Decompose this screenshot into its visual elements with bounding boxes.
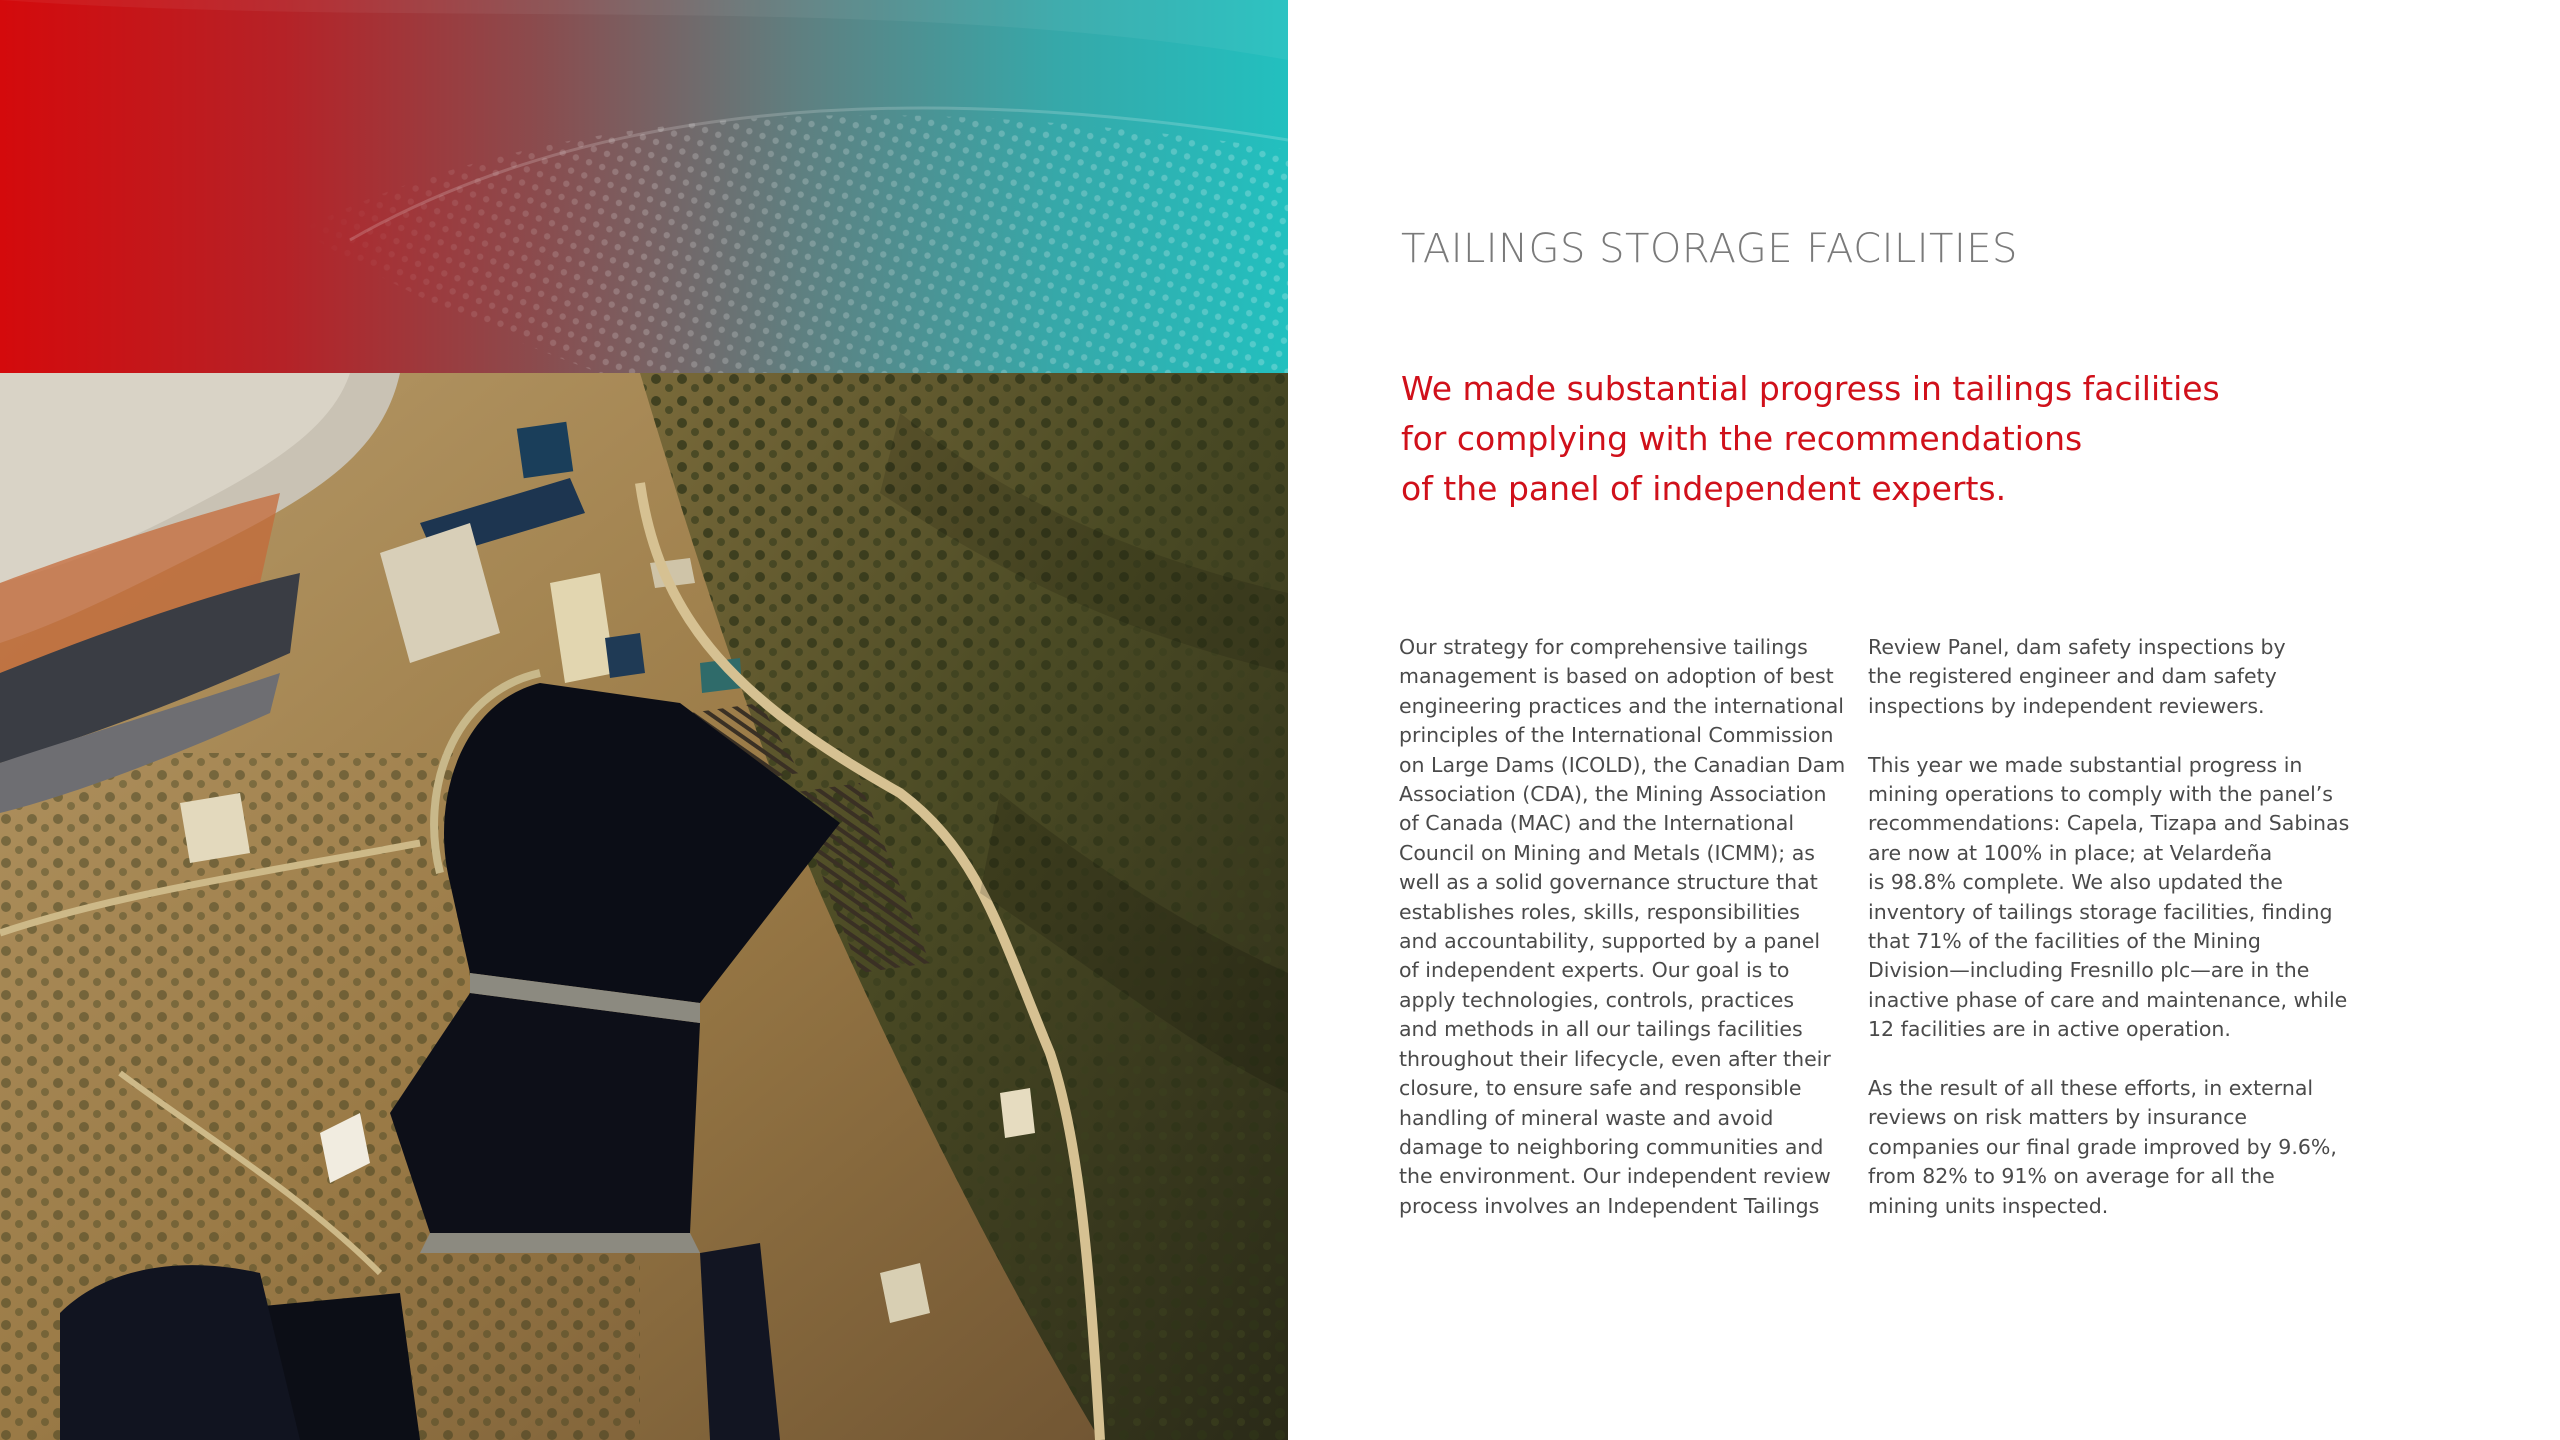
body-line: apply technologies, controls, practices <box>1399 987 1794 1012</box>
body-line: closure, to ensure safe and responsible <box>1399 1076 1802 1101</box>
body-column-1 <box>1399 633 1846 1221</box>
body-line: engineering practices and the international <box>1399 693 1844 718</box>
body-line: establishes roles, skills, responsibilities <box>1399 899 1800 924</box>
body-line: and accountability, supported by a panel <box>1399 929 1821 954</box>
body-line: damage to neighboring communities and <box>1399 1134 1824 1159</box>
body-line: inspections by independent reviewers. <box>1868 693 2265 718</box>
body-line: is 98.8% complete. We also updated the <box>1868 870 2283 895</box>
body-line: Council on Mining and Metals (ICMM); as <box>1399 840 1815 865</box>
body-column-2 <box>1868 633 2350 1221</box>
body-line: the environment. Our independent review <box>1399 1164 1831 1189</box>
body-line: Our strategy for comprehensive tailings <box>1399 635 1808 659</box>
body-line: Association (CDA), the Mining Association <box>1399 782 1827 807</box>
lead-line: of the panel of independent experts. <box>1401 469 2007 508</box>
paragraph-gap <box>1868 1045 2308 1074</box>
body-line: on Large Dams (ICOLD), the Canadian Dam <box>1399 752 1846 777</box>
body-line: from 82% to 91% on average for all the <box>1868 1164 2275 1189</box>
aerial-mine-photo <box>0 373 1288 1440</box>
body-line: of Canada (MAC) and the International <box>1399 811 1795 836</box>
body-line: Review Panel, dam safety inspections by <box>1868 635 2286 659</box>
body-line: companies our final grade improved by 9.6%, <box>1868 1134 2337 1159</box>
gradient-banner <box>0 0 1288 373</box>
body-line: 12 facilities are in active operation. <box>1868 1017 2231 1042</box>
body-line: inventory of tailings storage facilities, finding <box>1868 899 2333 924</box>
body-line: throughout their lifecycle, even after their <box>1399 1046 1831 1071</box>
paragraph-gap <box>1868 721 2308 750</box>
section-title: TAILINGS STORAGE FACILITIES <box>1401 226 2018 272</box>
body-line: well as a solid governance structure that <box>1399 870 1818 895</box>
lead-line: We made substantial progress in tailings facilities <box>1401 369 2220 408</box>
body-line: inactive phase of care and maintenance, while <box>1868 987 2348 1012</box>
body-line: process involves an Independent Tailings <box>1399 1193 1820 1218</box>
body-line: of independent experts. Our goal is to <box>1399 958 1790 983</box>
body-line: and methods in all our tailings facilities <box>1399 1017 1803 1042</box>
body-line: As the result of all these efforts, in external <box>1868 1076 2314 1101</box>
body-line: principles of the International Commission <box>1399 723 1834 748</box>
body-line: recommendations: Capela, Tizapa and Sabinas <box>1868 811 2350 836</box>
body-line: management is based on adoption of best <box>1399 664 1834 689</box>
lead-line: for complying with the recommendations <box>1401 419 2083 458</box>
body-line: Division—including Fresnillo plc—are in the <box>1868 958 2310 983</box>
body-line: that 71% of the facilities of the Mining <box>1868 929 2261 954</box>
body-line: reviews on risk matters by insurance <box>1868 1105 2247 1130</box>
dot-wave-pattern <box>0 0 1288 373</box>
body-line: are now at 100% in place; at Velardeña <box>1868 840 2273 865</box>
body-line: This year we made substantial progress in <box>1868 752 2303 777</box>
body-line: mining units inspected. <box>1868 1193 2109 1218</box>
body-line: handling of mineral waste and avoid <box>1399 1105 1774 1130</box>
body-line: the registered engineer and dam safety <box>1868 664 2277 689</box>
lead-statement <box>1401 364 2221 514</box>
body-line: mining operations to comply with the panel’s <box>1868 782 2333 807</box>
